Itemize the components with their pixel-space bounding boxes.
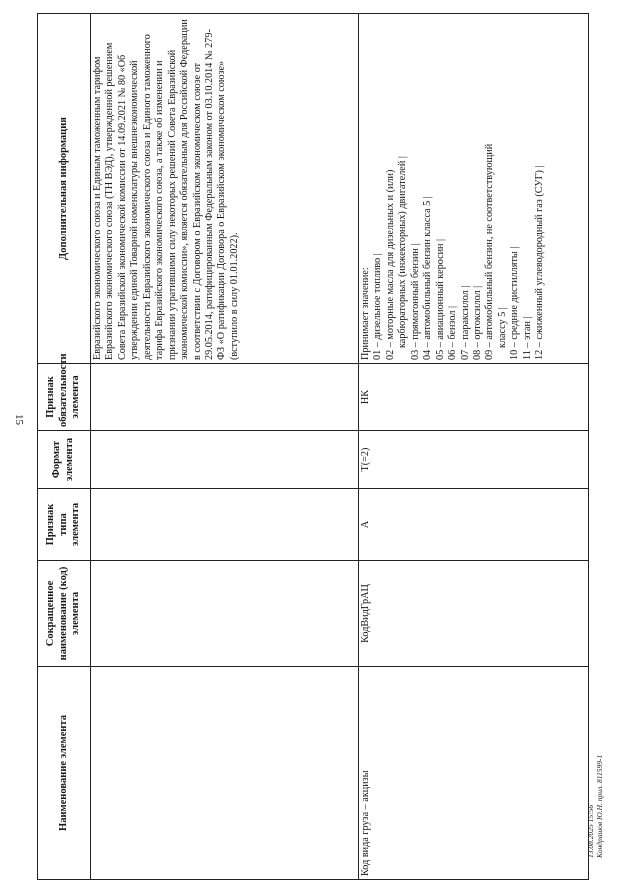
list-item: карбюраторных (инжекторных) двигателей | [397, 156, 409, 348]
list-item: 09 – автомобильный бензин, не соответствующий [484, 143, 496, 360]
header-element-required: Признак обязательности элемента [38, 364, 91, 431]
cell-format-empty [91, 431, 359, 489]
cell-element-type: А [359, 489, 589, 561]
cell-element-name: Код вида груза – акцизы [359, 667, 589, 880]
footer-stamp [586, 755, 605, 858]
list-item: 01 – дизельное топливо | [372, 253, 384, 360]
cell-info-continued: Евразийского экономического союза и Единым таможенным тарифом Евразийского экономического союза (ТН ВЭД), утвержденной решением Совета Евразийской экономической комиссии от 14.09.2021 № 80 «Об утверждении единой Товарной номенклатуры внешнеэкономической деятельности Евразийского экономического союза и Единого таможенного тарифа Евразийского экономического союза, а также об изменении и признании утратившими силу некоторых решений Совета Евразийской экономической комиссии», является обязательным для Российской Федерации в соответствии с Договором о Евразийском экономическом союзе от 29.05.2014, ратифицированным Федеральным законом от 03.10.2014 № 279-ФЗ «О ратификации Договора о Евразийском экономическом союзе» (вступило в силу 01.01.2022). [91, 14, 359, 364]
cell-name-empty [91, 667, 359, 880]
list-item: 07 – параксилол | [459, 285, 471, 360]
header-additional-info: Дополнительная информация [38, 14, 91, 364]
values-list [372, 17, 546, 360]
footer-author: Кондрашов Ю.Н. прил. 811599-1 [595, 754, 605, 858]
page-number: 15 [13, 414, 25, 425]
table-header-row [38, 14, 91, 880]
footer-date: 13.08.2025 15:56 [586, 804, 595, 858]
list-item: 05 – авиационный керосин | [434, 238, 446, 360]
list-item: 08 – ортоксилол | [471, 285, 483, 360]
header-element-format: Формат элемента [38, 431, 91, 489]
list-item: 02 – моторные масла для дизельных и (или) [384, 169, 396, 360]
cell-type-empty [91, 489, 359, 561]
cell-element-code: КодВидГрАЦ [359, 561, 589, 667]
cell-element-required: НК [359, 364, 589, 431]
cell-values-info [359, 14, 589, 364]
header-element-name: Наименование элемента [38, 667, 91, 880]
list-item: 11 – этан | [521, 316, 533, 360]
list-item: 04 – автомобильный бензин класса 5 | [422, 196, 434, 360]
cell-element-format: Т(=2) [359, 431, 589, 489]
cell-required-empty [91, 364, 359, 431]
header-element-code: Сокращенное наименование (код) элемента [38, 561, 91, 667]
values-intro: Принимает значение: [360, 267, 371, 360]
list-item: 12 – сжиженный углеводородный газ (СУГ) | [534, 165, 546, 360]
list-item: классу 5 | [496, 307, 508, 348]
list-item: 10 – средние дистилляты | [509, 246, 521, 360]
header-element-type: Признак типа элемента [38, 489, 91, 561]
table-row [359, 14, 589, 880]
table-row [91, 14, 359, 880]
cell-code-empty [91, 561, 359, 667]
list-item: 06 – бензол | [447, 306, 459, 360]
elements-table [37, 13, 589, 880]
list-item: 03 – прямогонный бензин | [409, 243, 421, 360]
